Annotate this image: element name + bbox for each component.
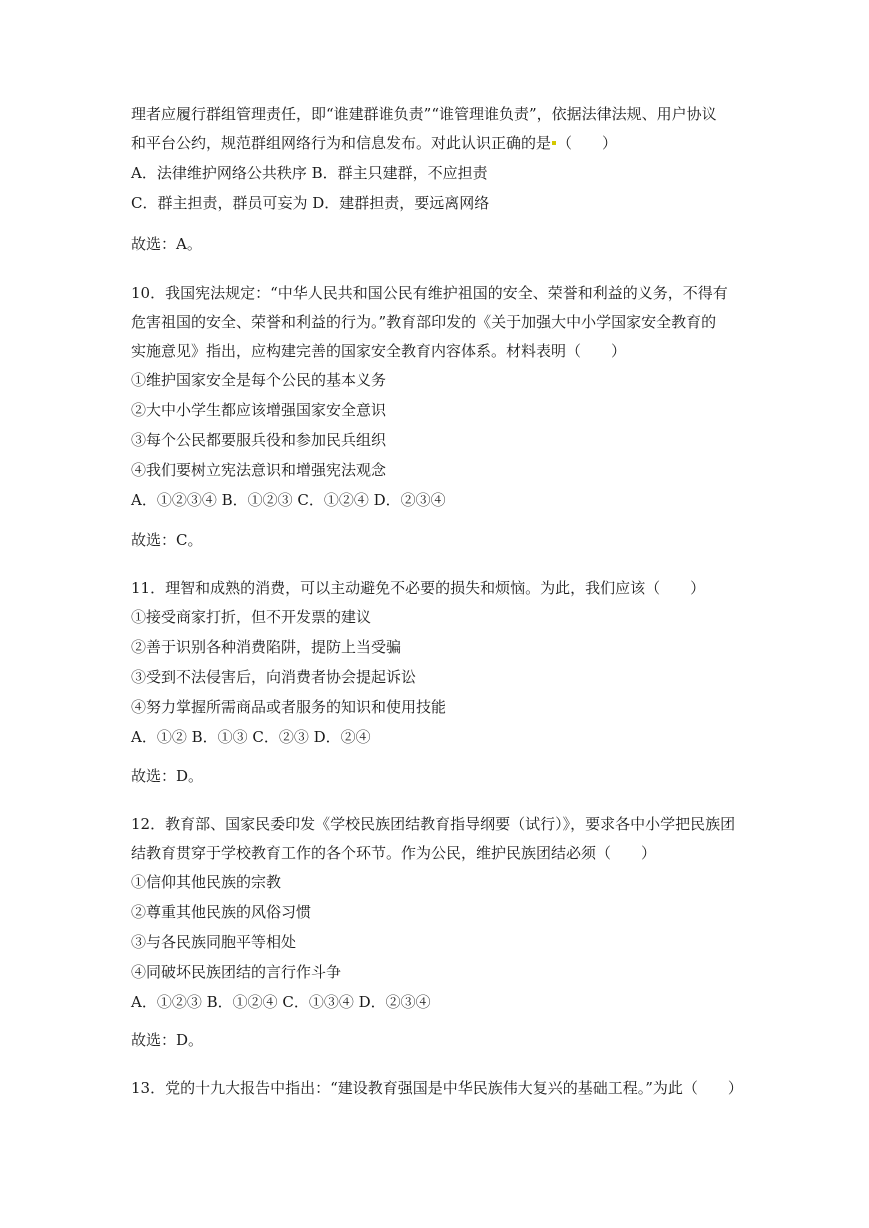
q12-item-2: ②尊重其他民族的风俗习惯 <box>131 903 312 921</box>
q12-stem-line1: 12．教育部、国家民委印发《学校民族团结教育指导纲要（试行）》，要求各中小学把民族团 <box>131 815 736 833</box>
q9-stem-line1: 理者应履行群组管理责任，即“谁建群谁负责”“谁管理谁负责”，依据法律法规、用户协议 <box>131 105 717 123</box>
q11-item-2: ②善于识别各种消费陷阱，提防上当受骗 <box>131 638 402 656</box>
q10-options: A．①②③④ B．①②③ C．①②④ D．②③④ <box>131 491 446 509</box>
q10-stem-line3: 实施意见》指出，应构建完善的国家安全教育内容体系。材料表明（ ） <box>131 342 627 360</box>
q11-item-1: ①接受商家打折，但不开发票的建议 <box>131 608 372 626</box>
q11-item-3: ③受到不法侵害后，向消费者协会提起诉讼 <box>131 668 417 686</box>
q10-stem-line2: 危害祖国的安全、荣誉和利益的行为。”教育部印发的《关于加强大中小学国家安全教育的 <box>131 313 717 331</box>
q9-options-line1: A．法律维护网络公共秩序 B．群主只建群，不应担责 <box>131 164 488 182</box>
q10-stem-line1: 10．我国宪法规定：“中华人民共和国公民有维护祖国的安全、荣誉和利益的义务，不得有 <box>131 284 728 302</box>
q12-options: A．①②③ B．①②④ C．①③④ D．②③④ <box>131 993 431 1011</box>
q9-stem-line2 <box>131 133 751 153</box>
q11-options: A．①② B．①③ C．②③ D．②④ <box>131 728 371 746</box>
highlight-marker-icon <box>552 141 556 145</box>
q9-options-line2: C．群主担责，群员可妄为 D．建群担责，要远离网络 <box>131 194 490 212</box>
q10-item-4: ④我们要树立宪法意识和增强宪法观念 <box>131 461 387 479</box>
q12-item-4: ④同破坏民族团结的言行作斗争 <box>131 963 342 981</box>
q10-item-1: ①维护国家安全是每个公民的基本义务 <box>131 371 387 389</box>
q11-stem-line1: 11．理智和成熟的消费，可以主动避免不必要的损失和烦恼。为此，我们应该（ ） <box>131 579 706 597</box>
q9-answer: 故选：A。 <box>131 235 202 253</box>
q9-answer-blank: （ ） <box>557 134 618 152</box>
q10-item-3: ③每个公民都要服兵役和参加民兵组织 <box>131 431 387 449</box>
q10-item-2: ②大中小学生都应该增强国家安全意识 <box>131 401 387 419</box>
q10-answer: 故选：C。 <box>131 531 203 549</box>
q12-item-3: ③与各民族同胞平等相处 <box>131 933 297 951</box>
q12-answer: 故选：D。 <box>131 1031 204 1049</box>
q12-item-1: ①信仰其他民族的宗教 <box>131 873 282 891</box>
q9-stem-line2-text: 和平台公约，规范群组网络行为和信息发布。对此认识正确的是 <box>131 134 552 152</box>
q12-stem-line2: 结教育贯穿于学校教育工作的各个环节。作为公民，维护民族团结必须（ ） <box>131 844 657 862</box>
q13-stem-line1: 13．党的十九大报告中指出：“建设教育强国是中华民族伟大复兴的基础工程。”为此（ ） <box>131 1079 743 1097</box>
q11-answer: 故选：D。 <box>131 767 204 785</box>
q11-item-4: ④努力掌握所需商品或者服务的知识和使用技能 <box>131 698 447 716</box>
